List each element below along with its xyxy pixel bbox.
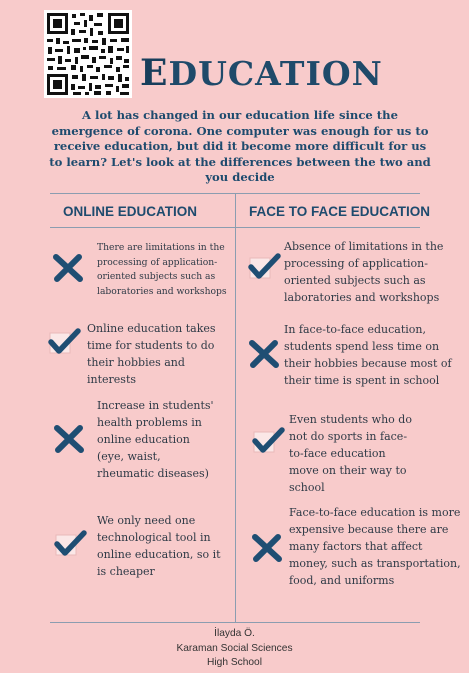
checkmark-icon [250, 426, 286, 460]
footer-school-line2: High School [207, 657, 262, 668]
footer-school-line1: Karaman Social Sciences [176, 643, 293, 654]
footer-author: İlayda Ö. [214, 628, 255, 639]
cross-icon [53, 424, 85, 458]
checkmark-icon [52, 529, 88, 563]
checkmark-icon [246, 252, 282, 286]
cross-icon [52, 253, 84, 287]
online-row1-text: There are limitations in the processing of application-oriented subjects such as laboratories and workshops [97, 242, 227, 297]
face-row3-text: Even students who do not do sports in face-to-face education move on their way to school [289, 413, 412, 494]
table-bottom-rule [50, 622, 420, 623]
column-divider [235, 193, 236, 623]
online-education-heading: ONLINE EDUCATION [63, 204, 197, 219]
cross-icon [251, 533, 283, 567]
face-row1-text: Absence of limitations in the processing of application-oriented subjects such as laboratories and workshops [284, 240, 444, 304]
face-row2-text: In face-to-face education, students spend less time on their hobbies because most of their time is spent in school [284, 323, 452, 387]
poster-title [140, 52, 383, 94]
online-row3-text: Increase in students' health problems in online education (eye, waist, rheumatic diseases) [97, 399, 214, 480]
title-rest: DUCATION [168, 54, 383, 93]
online-row4-text: We only need one technological tool in online education, so it is cheaper [97, 514, 221, 578]
qr-code-icon [44, 10, 132, 98]
face-row4-text: Face-to-face education is more expensive because there are many factors that affect money, such as transportation, food, and uniforms [289, 506, 461, 587]
cross-icon [248, 339, 280, 373]
intro-paragraph: A lot has changed in our education life since the emergence of corona. One computer was enough for us to receive education, but did it become more difficult for us to learn? Let's look at the differences between the two and you decide [49, 108, 431, 184]
online-row2-text: Online education takes time for students to do their hobbies and interests [87, 322, 216, 386]
checkmark-icon [46, 327, 82, 361]
face-to-face-heading: FACE TO FACE EDUCATION [249, 204, 431, 219]
title-initial: E [140, 52, 169, 94]
qr-code-graphic [44, 10, 132, 98]
